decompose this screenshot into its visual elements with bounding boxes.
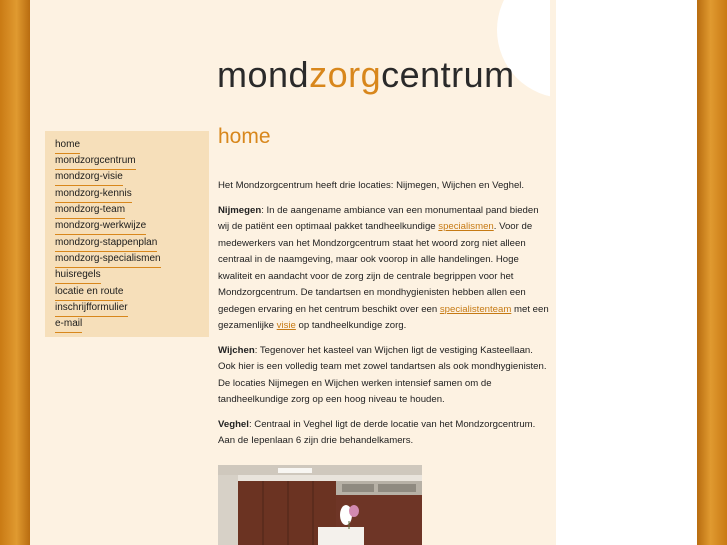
nav-item-mondzorg-kennis[interactable]: mondzorg-kennis [55,187,132,203]
nav-item-mondzorg-team[interactable]: mondzorg-team [55,203,125,219]
nav-item-inschrijfformulier[interactable]: inschrijfformulier [55,301,128,317]
nav-item-mondzorg-stappenplan[interactable]: mondzorg-stappenplan [55,236,157,252]
nav-item-huisregels[interactable]: huisregels [55,268,101,284]
nijmegen-heading: Nijmegen [218,204,262,216]
nijmegen-text-3: met een gezamenlijke [218,303,549,331]
veghel-heading: Veghel [218,418,249,430]
page-title: home [218,125,271,148]
nav-item-home[interactable]: home [55,138,80,154]
logo-text-mond: mond [217,54,310,95]
nav-item-mondzorgcentrum[interactable]: mondzorgcentrum [55,154,136,170]
nav-item-locatie-en-route[interactable]: locatie en route [55,285,123,301]
page-container [30,0,697,545]
veghel-paragraph [218,417,550,450]
nav-item-mondzorg-specialismen[interactable]: mondzorg-specialismen [55,252,161,268]
nijmegen-text-2: . Voor de medewerkers van het Mondzorgcentrum staat het woord zorg niet alleen centraal in de naamgeving, maar ook voorop in alle handelingen. Hoge kwaliteit en aandacht voor de zorg zijn de centrale begrippen voor het Mondzorgcentrum. De tandartsen en mondhygienisten hebben allen een gedegen ervaring en het centrum beschikt over een [218,221,533,315]
right-frame-border [697,0,727,545]
visie-link[interactable]: visie [276,320,296,331]
logo-text-zorg: zorg [309,54,382,95]
nav-item-mondzorg-visie[interactable]: mondzorg-visie [55,170,123,186]
logo-text-centrum: centrum [381,54,515,95]
left-frame-border [0,0,30,545]
site-logo[interactable] [217,54,515,96]
veghel-text: : Centraal in Veghel ligt de derde locatie van het Mondzorgcentrum. Aan de Iepenlaan 6 zijn drie behandelkamers. [218,418,536,446]
nav-item-e-mail[interactable]: e-mail [55,317,82,333]
clinic-interior-photo [218,465,422,545]
nijmegen-text-4: op tandheelkundige zorg. [295,320,407,331]
nijmegen-paragraph [218,203,550,335]
intro-paragraph: Het Mondzorgcentrum heeft drie locaties: Nijmegen, Wijchen en Veghel. [218,180,525,191]
wijchen-paragraph [218,343,550,409]
specialistenteam-link[interactable]: specialistenteam [439,303,512,315]
sidebar-nav [45,131,209,337]
nijmegen-text-1: : In de aangename ambiance van een monumentaal pand bieden wij de patiënt een optimaal pakket tandheelkundige [218,204,539,232]
wijchen-heading: Wijchen [218,344,255,356]
main-content [218,124,550,458]
clinic-photo-illustration [218,465,422,545]
nav-item-mondzorg-werkwijze[interactable]: mondzorg-werkwijze [55,219,146,235]
specialismen-link[interactable]: specialismen [438,221,494,232]
wijchen-text: : Tegenover het kasteel van Wijchen ligt de vestiging Kasteellaan. Ook hier is een volledig team met zowel tandartsen als ook mondhygienisten. De locaties Nijmegen en Wijchen werken intensief samen om de tandheelkundige zorg op een hoog niveau te houden. [218,344,547,405]
